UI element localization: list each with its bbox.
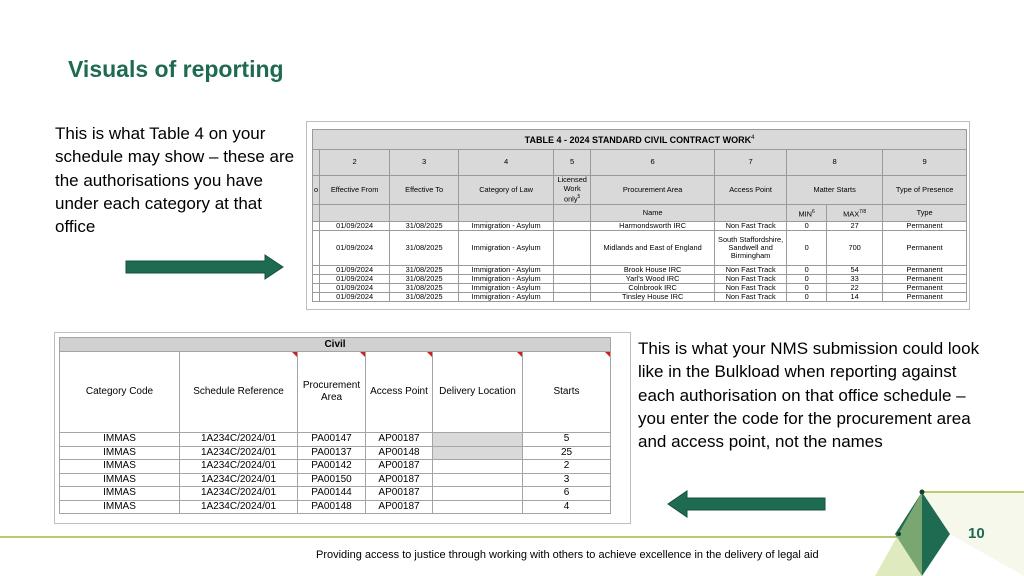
cell-access-point: AP00187 — [366, 473, 433, 487]
cell-from: 01/09/2024 — [320, 275, 390, 284]
cell-max: 27 — [827, 222, 883, 231]
header-procurement: Procurement Area — [591, 176, 715, 205]
cell-starts: 2 — [523, 460, 611, 474]
cell-category: Immigration - Asylum — [459, 222, 554, 231]
cell-starts: 6 — [523, 487, 611, 501]
subheader-name: Name — [591, 205, 715, 222]
table4-title: TABLE 4 - 2024 STANDARD CIVIL CONTRACT WORK$^4$ — [313, 130, 967, 150]
nms-explanation: This is what your NMS submission could look like in the Bulkload when reporting against each authorisation on that office schedule – you enter the code for the procurement area and access point, not the names — [638, 339, 980, 452]
table-row — [60, 460, 611, 474]
cell-min: 0 — [787, 284, 827, 293]
col-number: 3 — [390, 150, 459, 176]
cell-from: 01/09/2024 — [320, 266, 390, 275]
cell-access-point: AP00187 — [366, 500, 433, 514]
subheader-min: MIN$^6$ — [787, 205, 827, 222]
nms-bulkload-screenshot — [54, 332, 631, 524]
cell-min: 0 — [787, 266, 827, 275]
cell-max: 22 — [827, 284, 883, 293]
table-row — [60, 433, 611, 447]
cell-access-point: AP00187 — [366, 433, 433, 447]
cell-to: 31/08/2025 — [390, 222, 459, 231]
cell-category: Immigration - Asylum — [459, 293, 554, 302]
cell-max: 14 — [827, 293, 883, 302]
cell-category-code: IMMAS — [60, 446, 180, 460]
col-number: 8 — [787, 150, 883, 176]
nms-table — [59, 337, 611, 514]
cell-starts: 5 — [523, 433, 611, 447]
col-number: 5 — [554, 150, 591, 176]
cell-type: Permanent — [883, 222, 967, 231]
header-access-point: Access Point — [715, 176, 787, 205]
cell-min: 0 — [787, 275, 827, 284]
table4-screenshot — [306, 121, 970, 310]
table-row — [313, 231, 967, 266]
table-row — [313, 266, 967, 275]
cell-to: 31/08/2025 — [390, 284, 459, 293]
cell-category-code: IMMAS — [60, 487, 180, 501]
cell-access: Non Fast Track — [715, 266, 787, 275]
header-effective-from: Effective From — [320, 176, 390, 205]
cell-category: Immigration - Asylum — [459, 266, 554, 275]
header-category: Category of Law — [459, 176, 554, 205]
col-number: 6 — [591, 150, 715, 176]
footer-divider — [0, 536, 900, 538]
cell-category-code: IMMAS — [60, 500, 180, 514]
cell-schedule-reference: 1A234C/2024/01 — [180, 460, 298, 474]
header-schedule-reference: Schedule Reference — [180, 352, 298, 433]
cell-delivery-location — [433, 446, 523, 460]
table-row — [60, 446, 611, 460]
cell-procurement-area: PA00148 — [298, 500, 366, 514]
corner-decoration — [870, 488, 1024, 576]
arrow-left-icon — [667, 490, 827, 518]
header-delivery-location: Delivery Location — [433, 352, 523, 433]
cell-category-code: IMMAS — [60, 433, 180, 447]
cell-access: South Staffordshire, Sandwell and Birmingham — [715, 231, 787, 266]
cell-starts: 4 — [523, 500, 611, 514]
cell-delivery-location — [433, 433, 523, 447]
slide-title: Visuals of reporting — [68, 56, 284, 82]
cell-to: 31/08/2025 — [390, 293, 459, 302]
cell-category: Immigration - Asylum — [459, 275, 554, 284]
cell-delivery-location — [433, 473, 523, 487]
cell-type: Permanent — [883, 275, 967, 284]
cell-access: Non Fast Track — [715, 293, 787, 302]
page-number: 10 — [968, 525, 985, 542]
cell-delivery-location — [433, 487, 523, 501]
cell-min: 0 — [787, 293, 827, 302]
cell-max: 33 — [827, 275, 883, 284]
cell-min: 0 — [787, 231, 827, 266]
table4-explanation: This is what Table 4 on your schedule may show – these are the authorisations you have under each category at that office — [55, 124, 295, 237]
subheader-type: Type — [883, 205, 967, 222]
header-matter-starts: Matter Starts — [787, 176, 883, 205]
cell-procurement-area: PA00147 — [298, 433, 366, 447]
table-row — [60, 487, 611, 501]
cell-category: Immigration - Asylum — [459, 231, 554, 266]
cell-type: Permanent — [883, 284, 967, 293]
header-procurement-area: Procurement Area — [298, 352, 366, 433]
cell-to: 31/08/2025 — [390, 275, 459, 284]
cell-access: Non Fast Track — [715, 222, 787, 231]
cell-schedule-reference: 1A234C/2024/01 — [180, 446, 298, 460]
cell-from: 01/09/2024 — [320, 284, 390, 293]
cell-max: 700 — [827, 231, 883, 266]
col-number: 2 — [320, 150, 390, 176]
cell-schedule-reference: 1A234C/2024/01 — [180, 487, 298, 501]
cell-min: 0 — [787, 222, 827, 231]
header-licensed: Licensed Work only$^5$ — [554, 176, 591, 205]
cell-from: 01/09/2024 — [320, 231, 390, 266]
cell-type: Permanent — [883, 293, 967, 302]
table-row — [313, 284, 967, 293]
cell-max: 54 — [827, 266, 883, 275]
header-presence: Type of Presence — [883, 176, 967, 205]
civil-group-header: Civil — [60, 338, 611, 352]
cell-area: Brook House IRC — [591, 266, 715, 275]
cell-access-point: AP00148 — [366, 446, 433, 460]
cell-access-point: AP00187 — [366, 487, 433, 501]
header-access-point: Access Point — [366, 352, 433, 433]
header-effective-to: Effective To — [390, 176, 459, 205]
cell-category-code: IMMAS — [60, 460, 180, 474]
cell-access: Non Fast Track — [715, 275, 787, 284]
table4 — [312, 129, 967, 302]
table-row — [313, 293, 967, 302]
cell-area: Yarl's Wood IRC — [591, 275, 715, 284]
cell-area: Tinsley House IRC — [591, 293, 715, 302]
header-category-code: Category Code — [60, 352, 180, 433]
cell-category-code: IMMAS — [60, 473, 180, 487]
cell-procurement-area: PA00150 — [298, 473, 366, 487]
cell-to: 31/08/2025 — [390, 231, 459, 266]
cell-type: Permanent — [883, 266, 967, 275]
cell-area: Colnbrook IRC — [591, 284, 715, 293]
table-row — [60, 500, 611, 514]
cell-area: Midlands and East of England — [591, 231, 715, 266]
cell-schedule-reference: 1A234C/2024/01 — [180, 473, 298, 487]
header-starts: Starts — [523, 352, 611, 433]
cell-procurement-area: PA00142 — [298, 460, 366, 474]
cell-schedule-reference: 1A234C/2024/01 — [180, 433, 298, 447]
col-number: 7 — [715, 150, 787, 176]
cell-starts: 3 — [523, 473, 611, 487]
arrow-right-icon — [125, 254, 285, 280]
cell-to: 31/08/2025 — [390, 266, 459, 275]
cell-from: 01/09/2024 — [320, 222, 390, 231]
left-edge-label: o — [313, 176, 320, 205]
cell-area: Harmondsworth IRC — [591, 222, 715, 231]
cell-from: 01/09/2024 — [320, 293, 390, 302]
cell-category: Immigration - Asylum — [459, 284, 554, 293]
cell-access: Non Fast Track — [715, 284, 787, 293]
cell-procurement-area: PA00144 — [298, 487, 366, 501]
cell-type: Permanent — [883, 231, 967, 266]
cell-procurement-area: PA00137 — [298, 446, 366, 460]
col-number: 9 — [883, 150, 967, 176]
cell-delivery-location — [433, 460, 523, 474]
cell-access-point: AP00187 — [366, 460, 433, 474]
table-row — [313, 222, 967, 231]
cell-starts: 25 — [523, 446, 611, 460]
cell-schedule-reference: 1A234C/2024/01 — [180, 500, 298, 514]
cell-delivery-location — [433, 500, 523, 514]
table-row — [60, 473, 611, 487]
footer-tagline: Providing access to justice through working with others to achieve excellence in the delivery of legal aid — [316, 549, 819, 561]
subheader-max: $MAX^{7/8}$ — [827, 205, 883, 222]
col-number: 4 — [459, 150, 554, 176]
table-row — [313, 275, 967, 284]
